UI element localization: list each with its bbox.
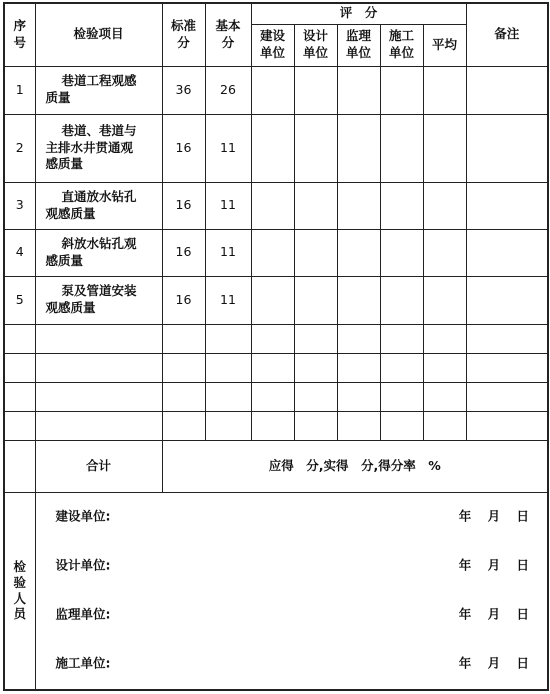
signer-supervision[interactable]: [36, 591, 548, 640]
table-row: [4, 276, 548, 324]
score-cell[interactable]: [294, 229, 337, 276]
signer-date: 年 月 日: [458, 557, 529, 573]
row-basic-score: 11: [205, 276, 251, 324]
table-row: [4, 182, 548, 229]
row-no: 4: [4, 229, 35, 276]
score-cell[interactable]: [380, 276, 423, 324]
score-cell[interactable]: [423, 182, 466, 229]
score-cell[interactable]: [423, 276, 466, 324]
header-item: 检验项目: [35, 3, 162, 66]
score-cell[interactable]: [337, 182, 380, 229]
empty-row: [4, 411, 548, 440]
header-score-average: 平均: [423, 24, 466, 66]
score-cell[interactable]: [380, 182, 423, 229]
remark-cell[interactable]: [466, 66, 548, 114]
signer-label: 建设单位:: [55, 508, 111, 524]
score-cell[interactable]: [380, 229, 423, 276]
score-cell[interactable]: [294, 114, 337, 182]
header-score-supervision: 监理 单位: [337, 24, 380, 66]
remark-cell[interactable]: [466, 276, 548, 324]
row-item: 泵及管道安装 观感质量: [35, 276, 162, 324]
header-score-design: 设计 单位: [294, 24, 337, 66]
score-cell[interactable]: [294, 66, 337, 114]
row-std-score: 16: [162, 114, 205, 182]
remark-cell[interactable]: [466, 229, 548, 276]
empty-row: [4, 324, 548, 353]
row-basic-score: 11: [205, 182, 251, 229]
row-std-score: 16: [162, 229, 205, 276]
header-score-construction: 建设 单位: [251, 24, 294, 66]
signer-date: 年 月 日: [458, 606, 529, 622]
signer-date: 年 月 日: [458, 655, 529, 671]
row-no: 1: [4, 66, 35, 114]
header-seq: 序 号: [4, 3, 35, 66]
inspection-form: [3, 2, 549, 691]
header-remark: 备注: [466, 3, 548, 66]
inspectors-row: [4, 492, 548, 690]
header-std-score: 标准 分: [162, 3, 205, 66]
score-cell[interactable]: [337, 114, 380, 182]
score-cell[interactable]: [337, 66, 380, 114]
score-cell[interactable]: [294, 182, 337, 229]
signer-label: 设计单位:: [55, 557, 111, 573]
signer-label: 监理单位:: [55, 606, 111, 622]
row-basic-score: 26: [205, 66, 251, 114]
score-cell[interactable]: [251, 276, 294, 324]
header-score-contractor: 施工 单位: [380, 24, 423, 66]
row-std-score: 36: [162, 66, 205, 114]
score-cell[interactable]: [337, 276, 380, 324]
signer-construction[interactable]: [36, 493, 548, 542]
score-cell[interactable]: [380, 114, 423, 182]
total-summary: 应得 分,实得 分,得分率 %: [162, 440, 548, 492]
row-item: 斜放水钻孔观 感质量: [35, 229, 162, 276]
signer-date: 年 月 日: [458, 508, 529, 524]
table-row: [4, 114, 548, 182]
score-cell[interactable]: [251, 182, 294, 229]
empty-row: [4, 382, 548, 411]
signatures-block: [35, 492, 548, 690]
score-cell[interactable]: [251, 66, 294, 114]
signer-contractor[interactable]: [36, 640, 548, 689]
header-basic-score: 基本 分: [205, 3, 251, 66]
table-row: [4, 229, 548, 276]
total-row: [4, 440, 548, 492]
row-basic-score: 11: [205, 229, 251, 276]
header-score-group: 评 分: [251, 3, 466, 24]
score-cell[interactable]: [251, 229, 294, 276]
score-cell[interactable]: [251, 114, 294, 182]
score-cell[interactable]: [294, 276, 337, 324]
signer-label: 施工单位:: [55, 655, 111, 671]
signatures-list: [36, 493, 548, 689]
row-basic-score: 11: [205, 114, 251, 182]
row-no: 5: [4, 276, 35, 324]
row-std-score: 16: [162, 182, 205, 229]
score-cell[interactable]: [380, 66, 423, 114]
row-no: 3: [4, 182, 35, 229]
inspectors-label: 检 验 人 员: [4, 492, 35, 690]
inspection-table: [3, 2, 549, 691]
score-cell[interactable]: [423, 66, 466, 114]
empty-row: [4, 353, 548, 382]
signer-design[interactable]: [36, 542, 548, 591]
row-std-score: 16: [162, 276, 205, 324]
score-cell[interactable]: [423, 114, 466, 182]
header-row-1: [4, 3, 548, 24]
row-item: 巷道、巷道与 主排水井贯通观 感质量: [35, 114, 162, 182]
remark-cell[interactable]: [466, 182, 548, 229]
table-row: [4, 66, 548, 114]
row-no: 2: [4, 114, 35, 182]
score-cell[interactable]: [423, 229, 466, 276]
score-cell[interactable]: [337, 229, 380, 276]
remark-cell[interactable]: [466, 114, 548, 182]
row-item: 巷道工程观感 质量: [35, 66, 162, 114]
total-label: 合计: [35, 440, 162, 492]
row-item: 直通放水钻孔 观感质量: [35, 182, 162, 229]
